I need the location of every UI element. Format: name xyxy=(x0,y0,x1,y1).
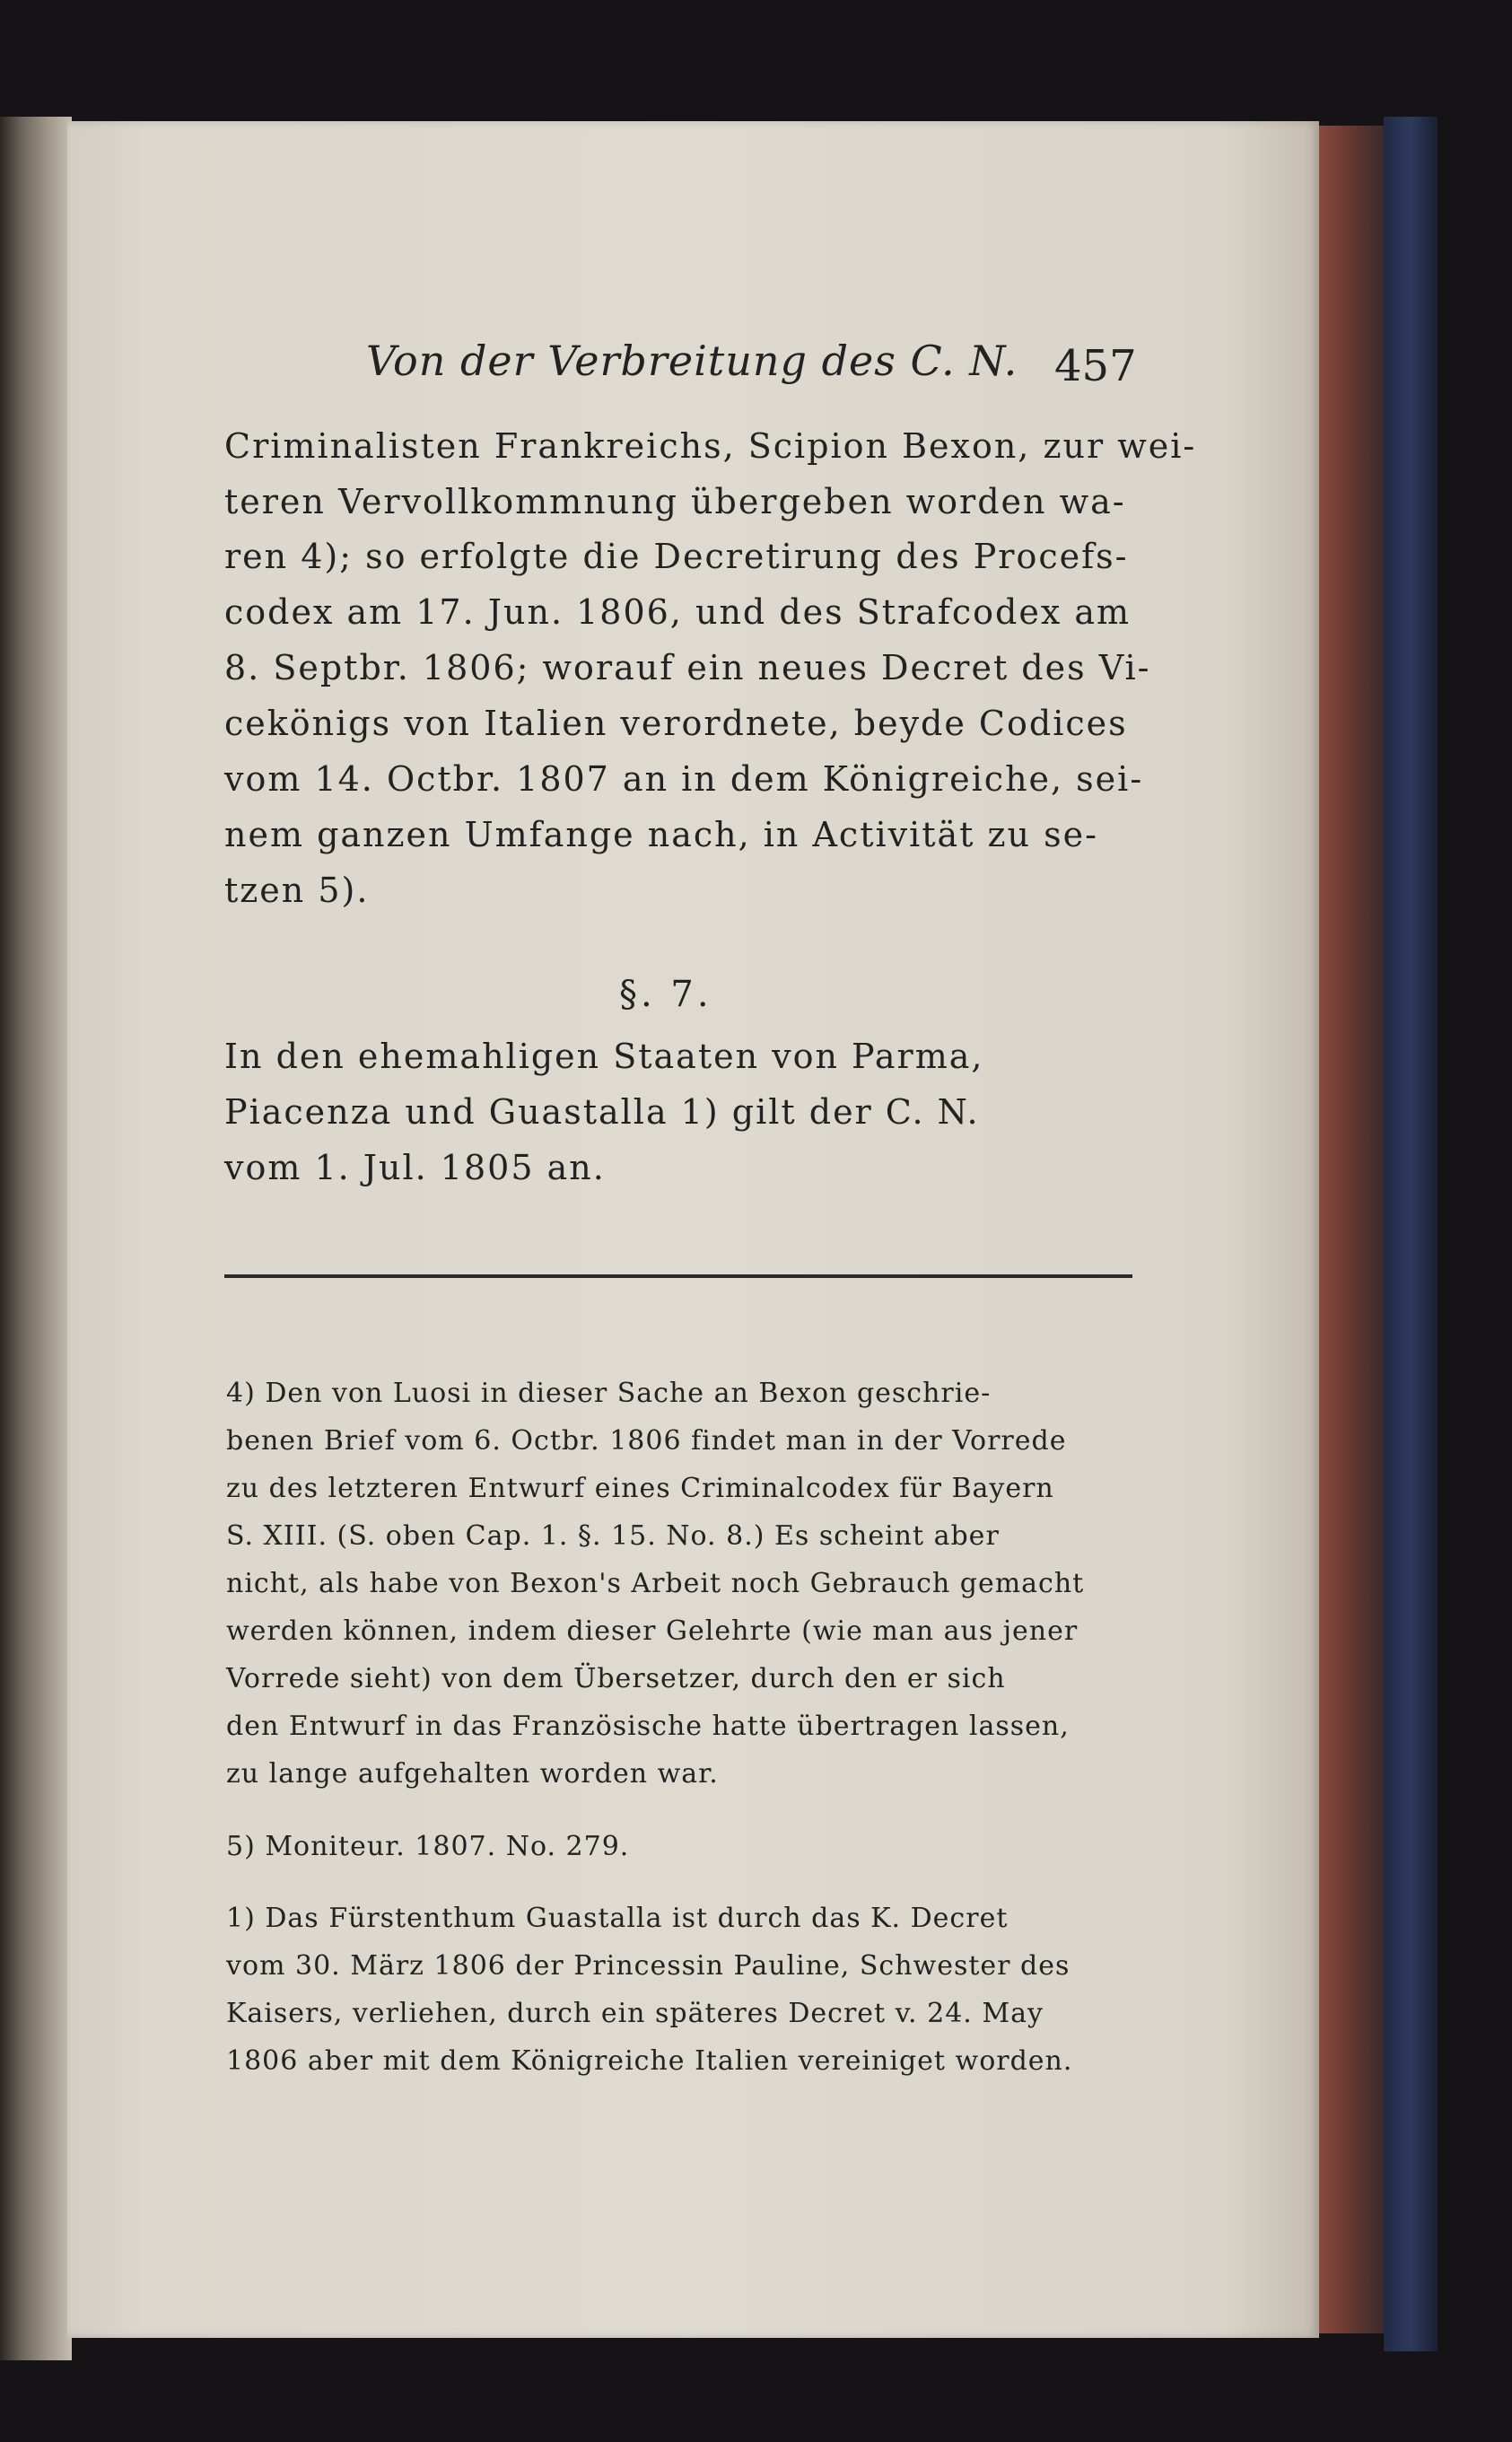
footnote-line: 4) Den von Luosi in dieser Sache an Bexon geschrie- xyxy=(226,1378,992,1409)
book-cover-edge xyxy=(1384,117,1438,2351)
body-line: 8. Septbr. 1806; worauf ein neues Decret des Vi- xyxy=(224,648,1151,687)
body-line: tzen 5). xyxy=(224,871,370,910)
footnote-line: werden können, indem dieser Gelehrte (wie man aus jener xyxy=(226,1615,1079,1647)
body-line: codex am 17. Jun. 1806, und des Strafcodex am xyxy=(224,592,1132,632)
footnote-line: 5) Moniteur. 1807. No. 279. xyxy=(226,1831,630,1862)
footnote-line: 1) Das Fürstenthum Guastalla ist durch das K. Decret xyxy=(226,1903,1009,1934)
section-line: Piacenza und Guastalla 1) gilt der C. N. xyxy=(224,1092,980,1132)
body-line: teren Vervollkommnung übergeben worden wa- xyxy=(224,482,1126,521)
body-line: cekönigs von Italien verordnete, beyde Codices xyxy=(224,704,1128,743)
page-number: 457 xyxy=(1054,341,1137,391)
footnote-line: zu lange aufgehalten worden war. xyxy=(226,1758,719,1790)
body-line: vom 14. Octbr. 1807 an in dem Königreiche, sei- xyxy=(224,759,1144,799)
footnote-line: zu des letzteren Entwurf eines Criminalcodex für Bayern xyxy=(226,1473,1054,1504)
running-title: Von der Verbreitung des C. N. xyxy=(366,337,1018,385)
footnote-line: den Entwurf in das Französische hatte übertragen lassen, xyxy=(226,1711,1070,1742)
page-fore-edge xyxy=(1319,126,1384,2333)
footnote-line: benen Brief vom 6. Octbr. 1806 findet man in der Vorrede xyxy=(226,1425,1067,1457)
book-left-edge xyxy=(0,117,72,2360)
footnote-line: Vorrede sieht) von dem Übersetzer, durch den er sich xyxy=(226,1663,1006,1694)
body-line: ren 4); so erfolgte die Decretirung des Procefs- xyxy=(224,537,1129,576)
section-line: vom 1. Jul. 1805 an. xyxy=(224,1148,606,1187)
body-line: nem ganzen Umfange nach, in Activität zu se- xyxy=(224,815,1098,854)
footnote-line: nicht, als habe von Bexon's Arbeit noch Gebrauch gemacht xyxy=(226,1568,1085,1599)
body-line: Criminalisten Frankreichs, Scipion Bexon, zur wei- xyxy=(224,426,1197,466)
footnote-line: Kaisers, verliehen, durch ein späteres Decret v. 24. May xyxy=(226,1998,1044,2029)
section-line: In den ehemahligen Staaten von Parma, xyxy=(224,1037,984,1076)
footnote-line: vom 30. März 1806 der Princessin Pauline, Schwester des xyxy=(226,1950,1071,1982)
section-heading: §. 7. xyxy=(619,974,712,1015)
footnote-line: S. XIII. (S. oben Cap. 1. §. 15. No. 8.) Es scheint aber xyxy=(226,1520,1000,1552)
footnote-rule xyxy=(224,1274,1132,1278)
footnote-line: 1806 aber mit dem Königreiche Italien vereiniget worden. xyxy=(226,2045,1073,2077)
